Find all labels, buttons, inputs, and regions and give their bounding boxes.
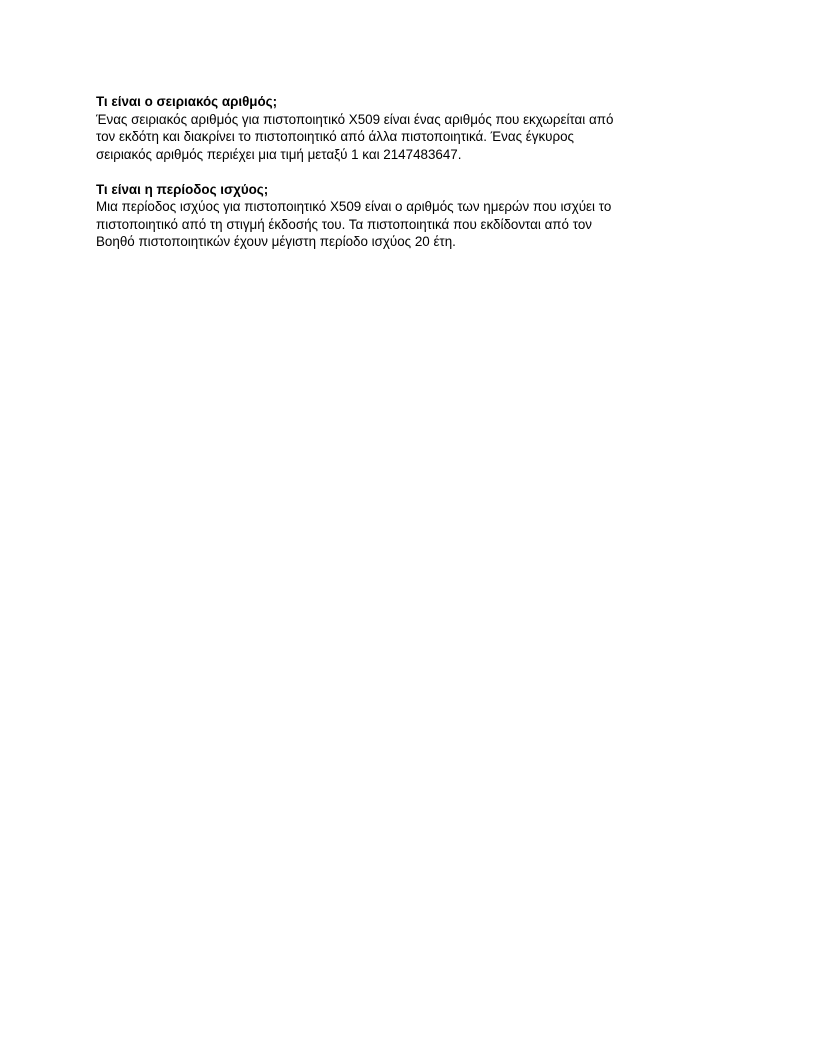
serial-number-paragraph [96,111,722,164]
validity-period-paragraph [96,198,722,251]
validity-period-heading: Τι είναι η περίοδος ισχύος; [96,181,269,197]
paragraph-line: Βοηθό πιστοποιητικών έχουν μέγιστη περίοδο ισχύος 20 έτη. [96,234,456,249]
serial-number-heading: Τι είναι ο σειριακός αριθμός; [96,94,278,109]
faq-section-serial-number [96,93,722,163]
paragraph-line: πιστοποιητικό από τη στιγμή έκδοσής του. Τα πιστοποιητικά που εκδίδονται από τον [96,216,592,232]
paragraph-line: τον εκδότη και διακρίνει το πιστοποιητικό από άλλα πιστοποιητικά. Ένας έγκυρος [96,129,574,144]
faq-section-validity-period [96,181,722,251]
paragraph-line: σειριακός αριθμός περιέχει μια τιμή μεταξύ 1 και 2147483647. [96,146,462,162]
paragraph-line: Μια περίοδος ισχύος για πιστοποιητικό X509 είναι ο αριθμός των ημερών που ισχύει το [96,199,612,214]
paragraph-line: Ένας σειριακός αριθμός για πιστοποιητικό X509 είναι ένας αριθμός που εκχωρείται από [96,111,614,127]
